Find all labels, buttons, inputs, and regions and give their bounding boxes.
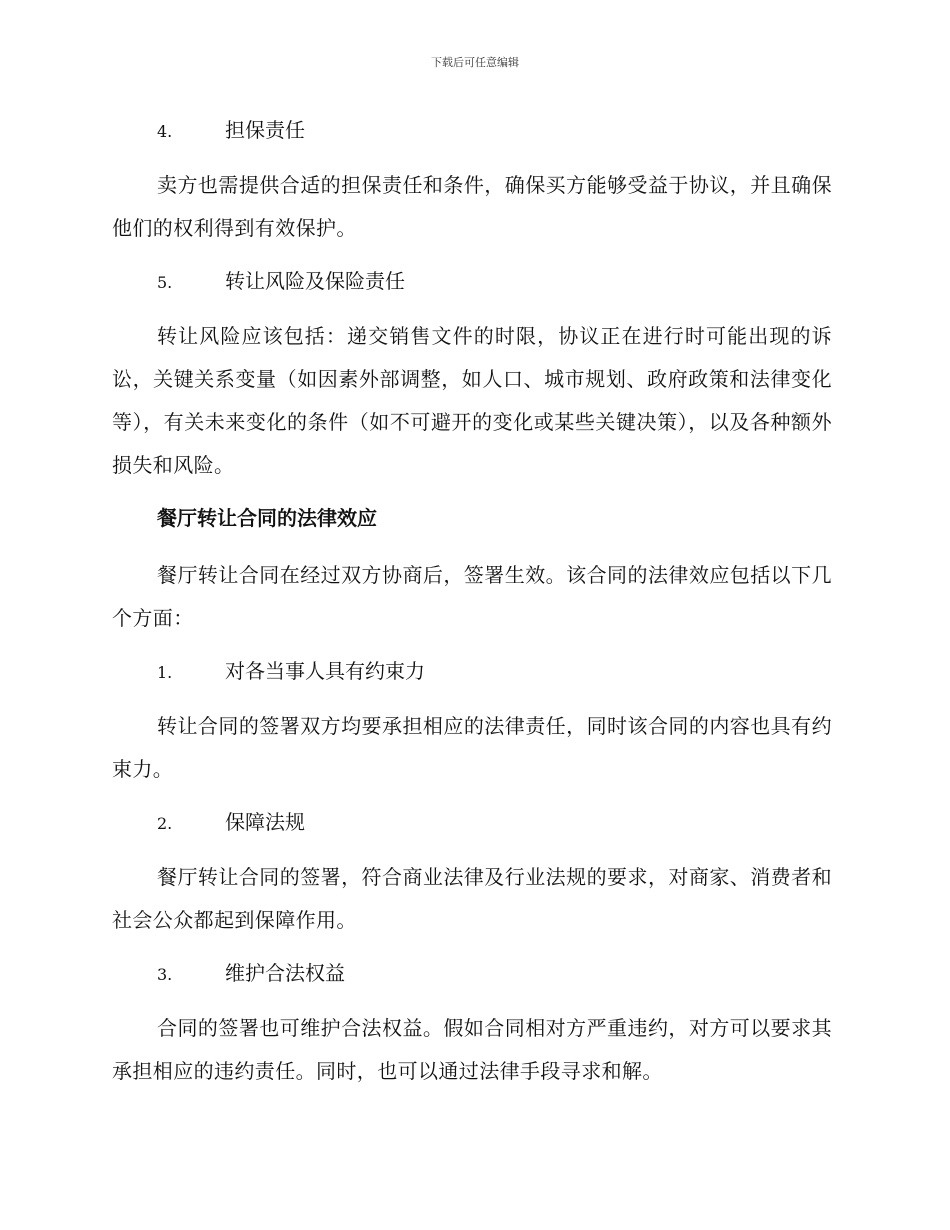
list-heading-binding <box>112 651 832 691</box>
list-heading-regulations <box>112 802 832 842</box>
list-number: 4. <box>157 122 173 141</box>
list-heading-transfer-risk <box>112 261 832 301</box>
document-body <box>112 110 832 1104</box>
paragraph-regulations: 餐厅转让合同的签署，符合商业法律及行业法规的要求，对商家、消费者和社会公众都起到保障作用。 <box>112 865 832 932</box>
list-number: 3. <box>157 965 173 984</box>
section-title-legal-effect: 餐厅转让合同的法律效应 <box>157 506 377 530</box>
list-title: 担保责任 <box>225 118 305 142</box>
paragraph-binding: 转让合同的签署双方均要承担相应的法律责任，同时该合同的内容也具有约束力。 <box>112 714 832 781</box>
header-note: 下载后可任意编辑 <box>431 56 519 69</box>
paragraph-transfer-risk: 转让风险应该包括：递交销售文件的时限，协议正在进行时可能出现的诉讼，关键关系变量（如因素外部调整，如人口、城市规划、政府政策和法律变化等），有关未来变化的条件（如不可避开的变化或某些关键决策），以及各种额外损失和风险。 <box>112 324 832 477</box>
list-number: 5. <box>157 273 173 292</box>
list-title: 对各当事人具有约束力 <box>225 659 425 683</box>
list-number: 2. <box>157 814 173 833</box>
paragraph-rights: 合同的签署也可维护合法权益。假如合同相对方严重违约，对方可以要求其承担相应的违约责任。同时，也可以通过法律手段寻求和解。 <box>112 1016 832 1083</box>
list-number: 1. <box>157 663 173 682</box>
list-title: 维护合法权益 <box>225 961 345 985</box>
list-title: 转让风险及保险责任 <box>225 269 405 293</box>
paragraph-guarantee: 卖方也需提供合适的担保责任和条件，确保买方能够受益于协议，并且确保他们的权利得到有效保护。 <box>112 173 832 240</box>
paragraph-legal-effect-intro: 餐厅转让合同在经过双方协商后，签署生效。该合同的法律效应包括以下几个方面： <box>112 563 832 630</box>
list-title: 保障法规 <box>225 810 305 834</box>
list-heading-rights <box>112 953 832 993</box>
list-heading-guarantee <box>112 110 832 150</box>
